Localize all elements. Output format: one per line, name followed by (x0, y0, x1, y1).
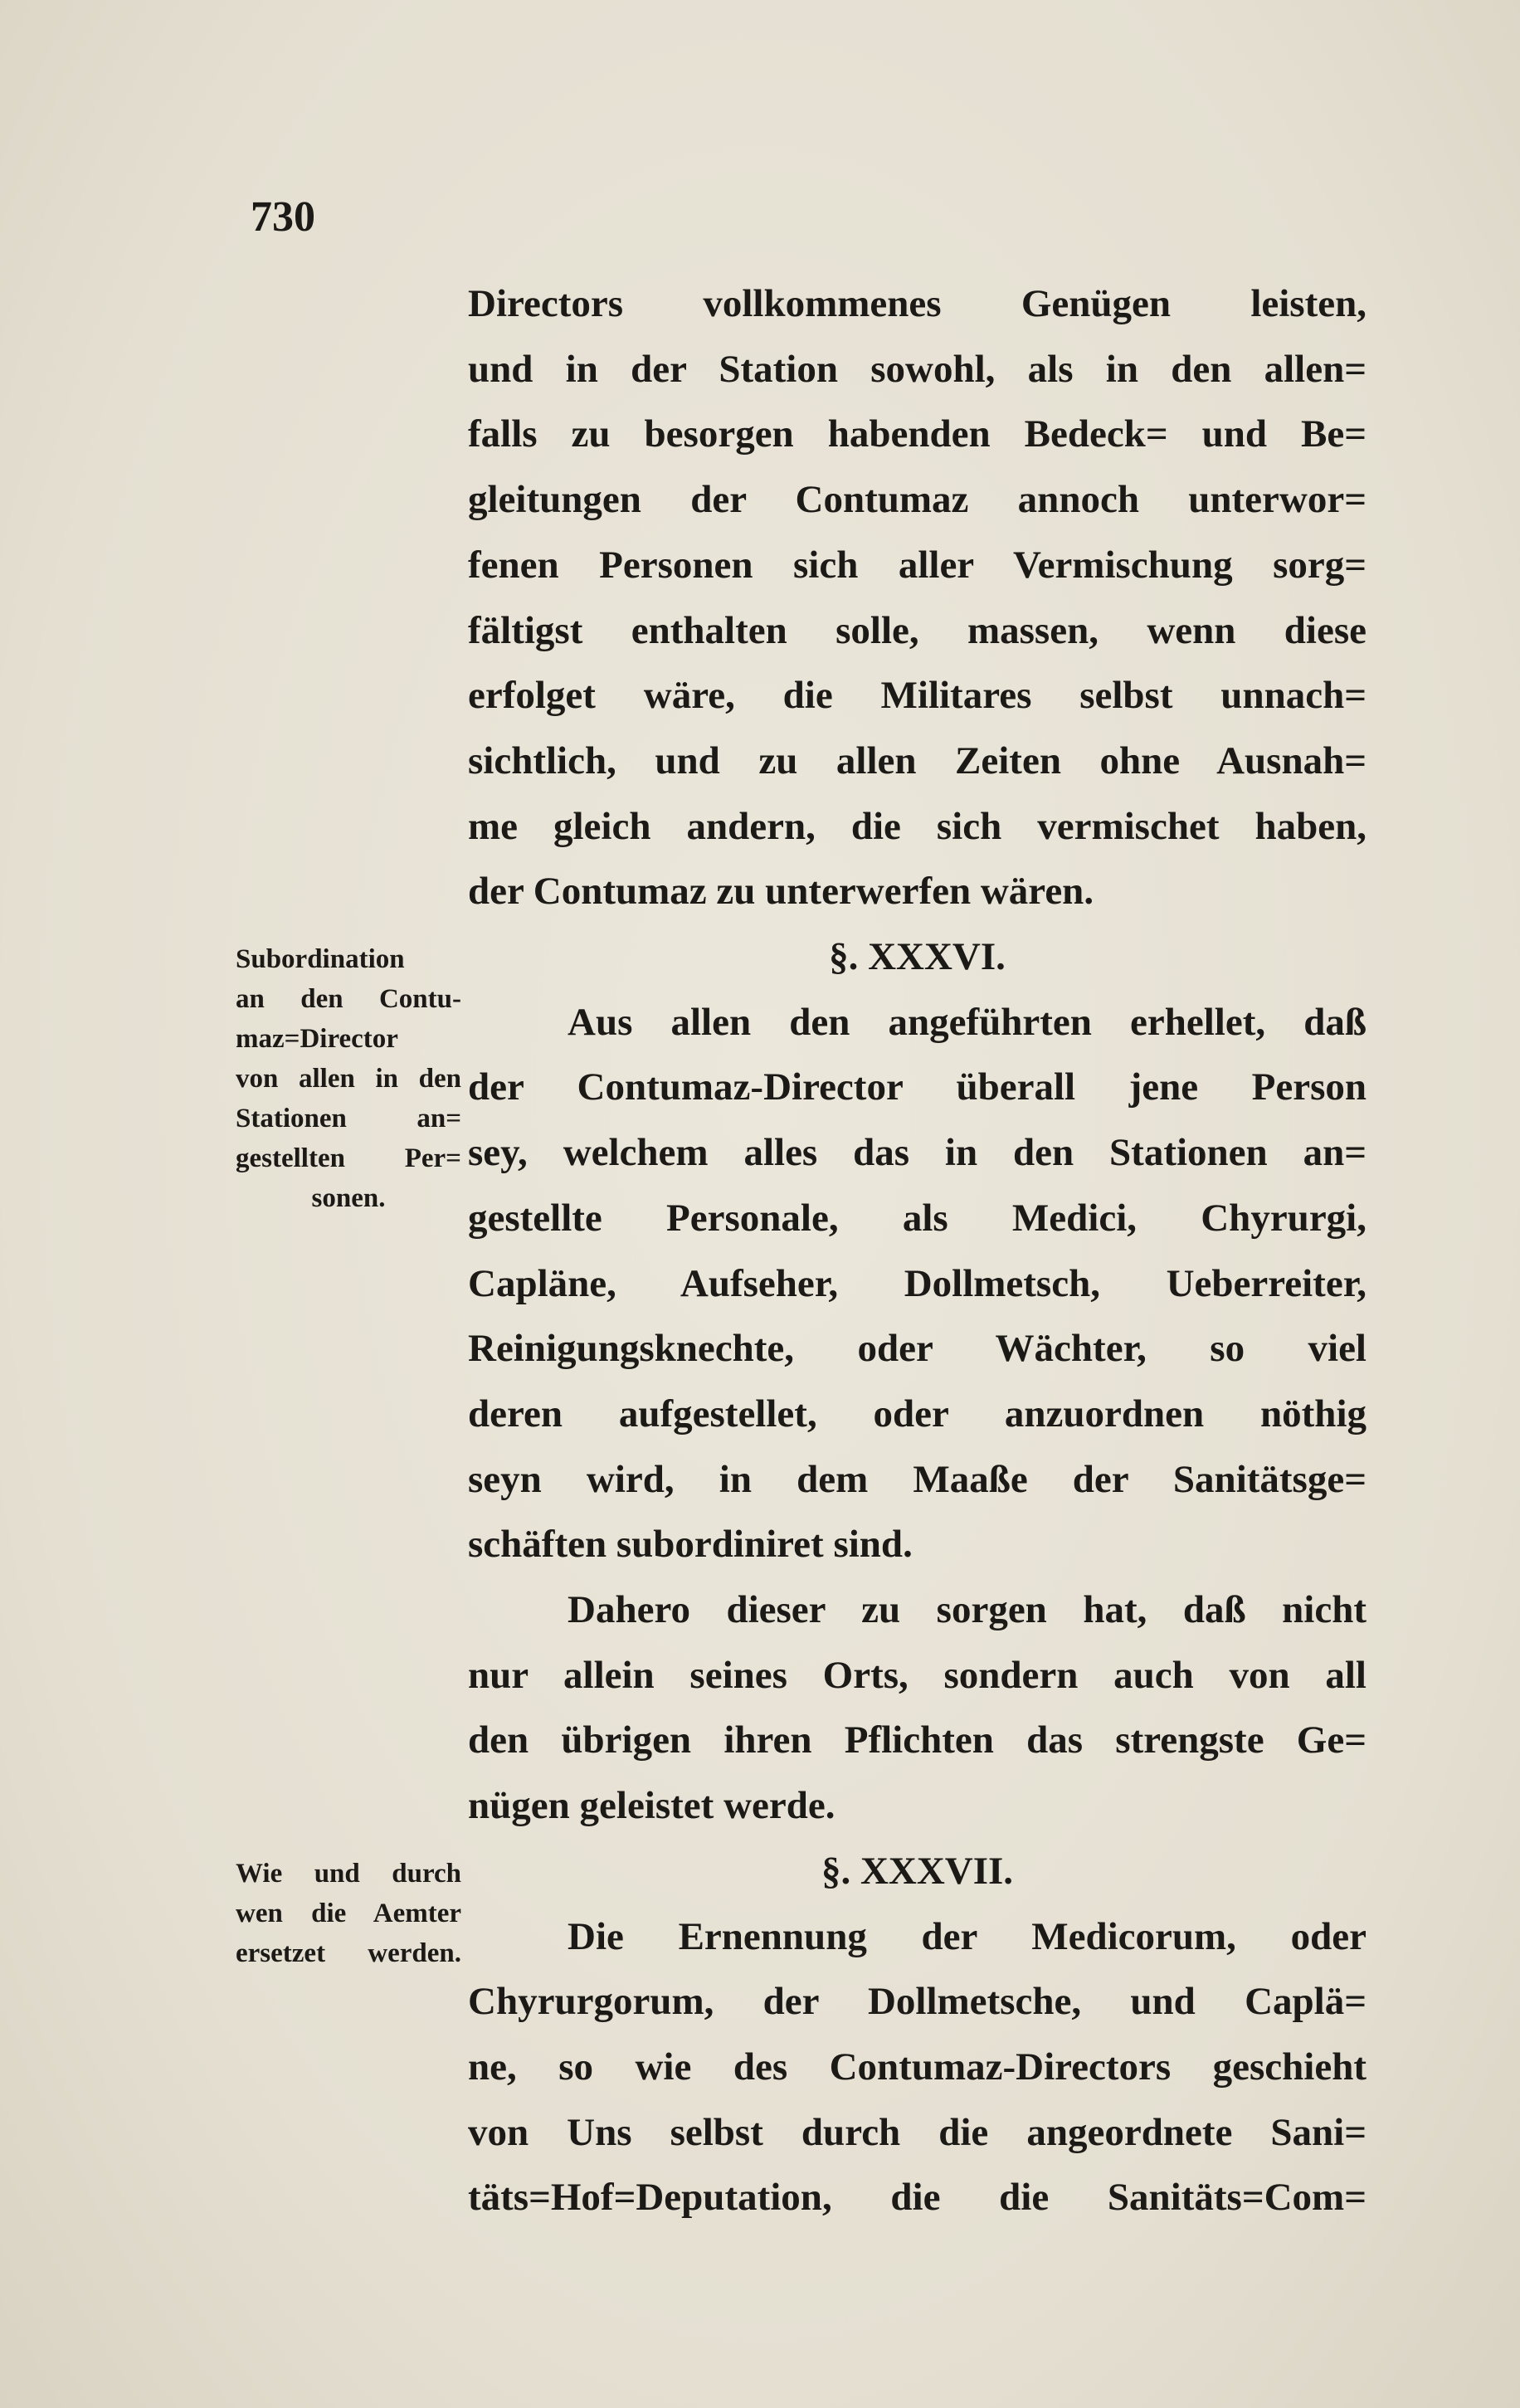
text-line: täts=Hof=Deputation, die die Sanitäts=Com= (468, 2176, 1367, 2220)
text-line: gestellte Personale, als Medici, Chyrurgi, (468, 1196, 1367, 1240)
text-line: schäften subordiniret sind. (468, 1523, 913, 1567)
margin-note-line: Subordination (236, 944, 405, 974)
margin-note-line: ersetzet werden. (236, 1938, 461, 1968)
text-line: und in der Station sowohl, als in den allen= (468, 347, 1367, 391)
text-line: Reinigungsknechte, oder Wächter, so viel (468, 1327, 1367, 1371)
text-line: Dahero dieser zu sorgen hat, daß nicht (568, 1588, 1367, 1631)
text-line: Chyrurgorum, der Dollmetsche, und Caplä= (468, 1980, 1367, 2024)
section-heading: §. XXXVI. (829, 935, 1006, 978)
text-line: den übrigen ihren Pflichten das strengste Ge= (468, 1718, 1367, 1762)
margin-note-line: maz=Director (236, 1024, 398, 1054)
text-line: gleitungen der Contumaz annoch unterwor= (468, 478, 1367, 522)
text-line: der Contumaz-Director überall jene Person (468, 1065, 1367, 1109)
text-line: Capläne, Aufseher, Dollmetsch, Ueberreiter, (468, 1261, 1367, 1305)
text-line: sichtlich, und zu allen Zeiten ohne Ausnah= (468, 738, 1367, 782)
margin-note-line: Stationen an= (236, 1104, 461, 1133)
margin-note (236, 1854, 461, 1973)
section-heading: §. XXXVII. (821, 1849, 1014, 1893)
page-number: 730 (251, 193, 315, 241)
text-line: nügen geleistet werde. (468, 1784, 836, 1828)
margin-note-line: an den Contu- (236, 984, 461, 1014)
text-line: von Uns selbst durch die angeordnete Sani= (468, 2110, 1367, 2154)
margin-note-line: Wie und durch (236, 1858, 461, 1889)
text-line: falls zu besorgen habenden Bedeck= und Be= (468, 412, 1367, 456)
text-line: Aus allen den angeführten erhellet, daß (568, 1000, 1367, 1044)
margin-note-line: sonen. (311, 1183, 386, 1213)
text-line: Directors vollkommenes Genügen leisten, (468, 282, 1367, 325)
margin-note-line: gestellten Per= (236, 1143, 461, 1173)
text-line: nur allein seines Orts, sondern auch von all (468, 1653, 1367, 1697)
text-line: sey, welchem alles das in den Stationen an= (468, 1131, 1367, 1175)
margin-note-line: von allen in den (236, 1064, 461, 1094)
text-line: erfolget wäre, die Militares selbst unnach= (468, 674, 1367, 718)
text-line: fältigst enthalten solle, massen, wenn diese (468, 608, 1367, 652)
text-line: Die Ernennung der Medicorum, oder (568, 1914, 1367, 1958)
text-line: ne, so wie des Contumaz-Directors geschieht (468, 2045, 1367, 2089)
text-line: me gleich andern, die sich vermischet haben, (468, 804, 1367, 848)
text-line: seyn wird, in dem Maaße der Sanitätsge= (468, 1457, 1367, 1501)
text-line: der Contumaz zu unterwerfen wären. (468, 870, 1094, 914)
text-line: deren aufgestellet, oder anzuordnen nöthig (468, 1392, 1367, 1436)
text-line: fenen Personen sich aller Vermischung sorg= (468, 543, 1367, 587)
margin-note-line: wen die Aemter (236, 1898, 461, 1928)
margin-note (236, 939, 461, 1218)
